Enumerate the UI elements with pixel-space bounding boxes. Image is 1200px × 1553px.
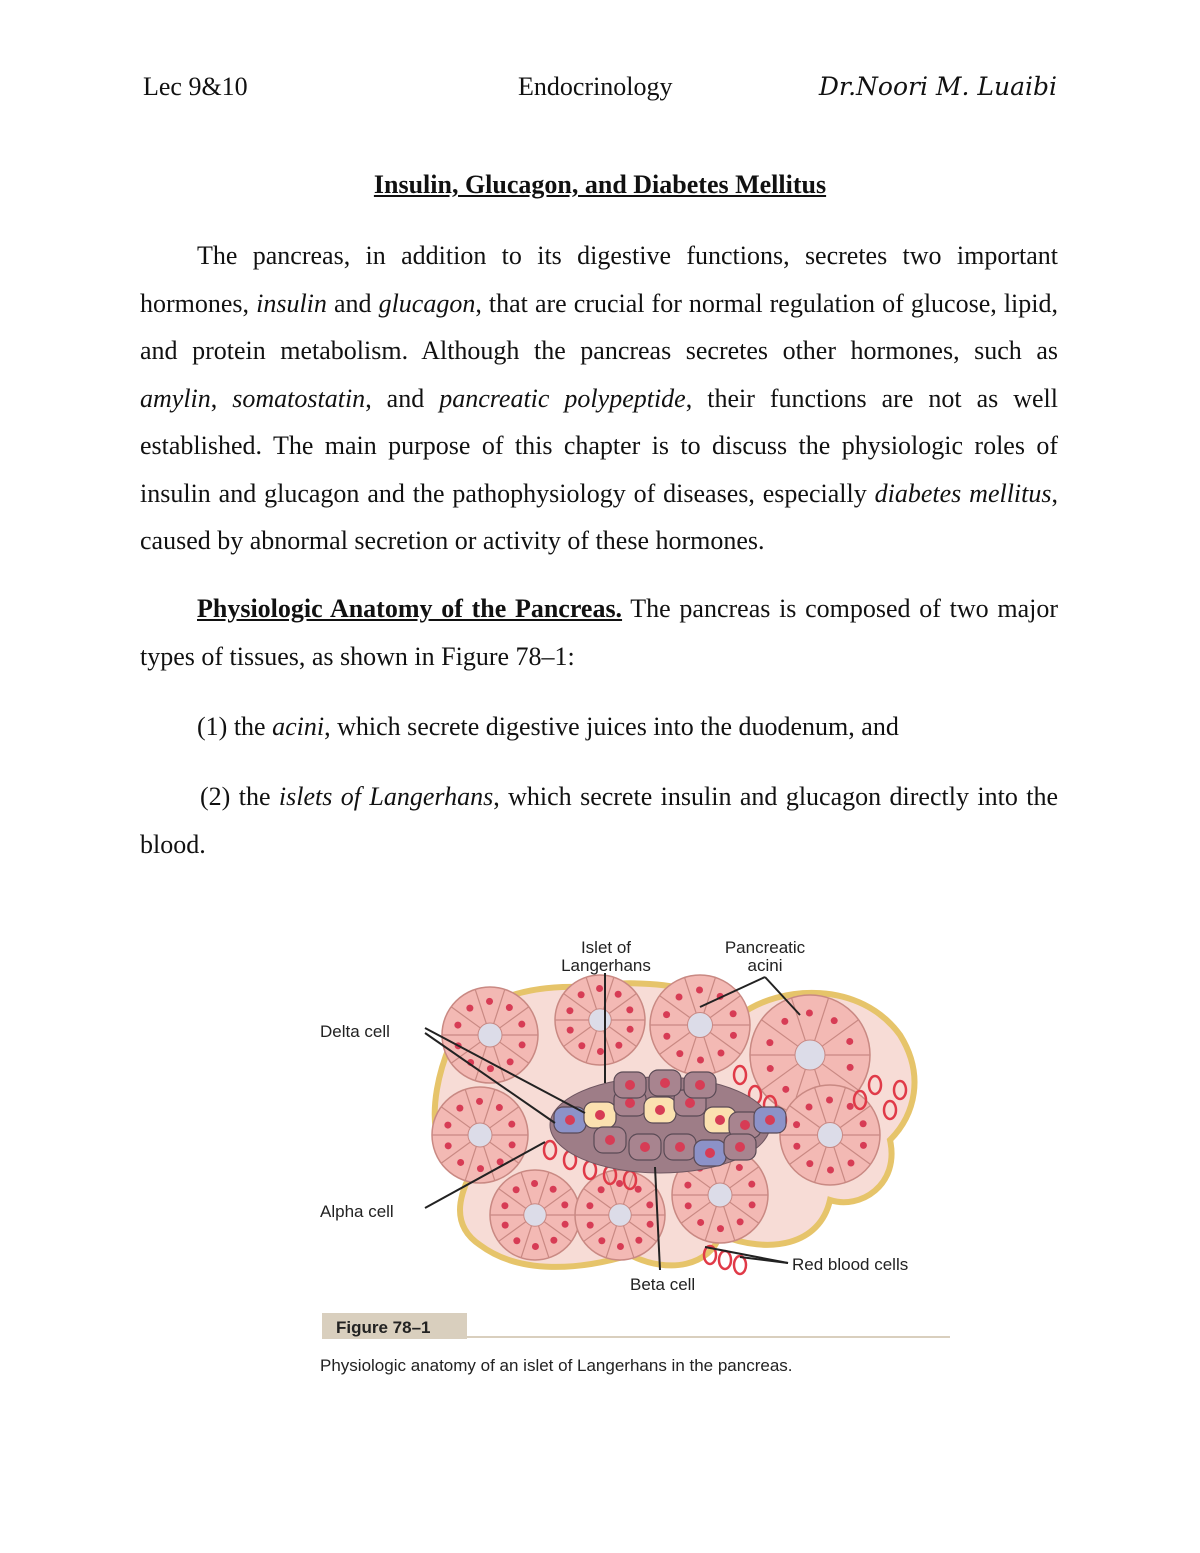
nucleus bbox=[566, 1007, 573, 1014]
term-somatostatin: somatostatin bbox=[232, 383, 366, 413]
nucleus bbox=[626, 1006, 633, 1013]
intro-text: , bbox=[210, 383, 233, 413]
term-diabetes-mellitus: diabetes mellitus bbox=[874, 478, 1052, 508]
nucleus bbox=[831, 1017, 838, 1024]
intro-text: , their functions are not as well established. The main purpose of this chapter is to discuss the physiologic roles of insulin and glucagon and the pathophysiology of diseases, especially bbox=[140, 383, 1058, 508]
nucleus bbox=[806, 1160, 813, 1167]
nucleus bbox=[513, 1237, 520, 1244]
acinus-lumen bbox=[589, 1009, 612, 1032]
figure-number: Figure 78–1 bbox=[336, 1318, 431, 1337]
nucleus bbox=[587, 1222, 594, 1229]
nucleus bbox=[826, 1097, 833, 1104]
anatomy-paragraph bbox=[140, 585, 1058, 680]
nucleus bbox=[767, 1065, 774, 1072]
intro-paragraph bbox=[140, 232, 1058, 565]
label-beta-cell: Beta cell bbox=[630, 1275, 696, 1294]
header-lecture: Lec 9&10 bbox=[143, 72, 248, 101]
item-prefix: (2) the bbox=[200, 782, 279, 811]
nucleus bbox=[737, 1218, 744, 1225]
nucleus bbox=[647, 1221, 654, 1228]
term-amylin: amylin bbox=[140, 383, 211, 413]
term-islets: islets of Langerhans bbox=[278, 782, 494, 811]
acinus bbox=[432, 1087, 528, 1183]
nucleus bbox=[454, 1022, 461, 1029]
cell-nucleus bbox=[705, 1148, 715, 1158]
cell-nucleus bbox=[695, 1080, 705, 1090]
nucleus bbox=[508, 1121, 515, 1128]
nucleus bbox=[598, 1237, 605, 1244]
nucleus bbox=[561, 1201, 568, 1208]
nucleus bbox=[567, 1027, 574, 1034]
nucleus bbox=[684, 1182, 691, 1189]
cell-nucleus bbox=[675, 1142, 685, 1152]
nucleus bbox=[717, 1225, 724, 1232]
intro-text: , and bbox=[365, 383, 440, 413]
nucleus bbox=[793, 1143, 800, 1150]
nucleus bbox=[578, 991, 585, 998]
label-alpha-cell: Alpha cell bbox=[320, 1202, 394, 1221]
cell-nucleus bbox=[660, 1078, 670, 1088]
list-item-acini bbox=[197, 703, 1057, 751]
red-blood-cell bbox=[734, 1256, 746, 1274]
label-acini-line1: Pancreatic bbox=[724, 938, 806, 957]
term-insulin: insulin bbox=[256, 288, 327, 318]
nucleus bbox=[519, 1041, 526, 1048]
nucleus bbox=[685, 1202, 692, 1209]
cell-nucleus bbox=[765, 1115, 775, 1125]
nucleus bbox=[616, 1180, 623, 1187]
cell-nucleus bbox=[625, 1080, 635, 1090]
acinus bbox=[490, 1170, 580, 1260]
acinus-lumen bbox=[818, 1123, 843, 1148]
acinus bbox=[575, 1170, 665, 1260]
nucleus bbox=[445, 1142, 452, 1149]
intro-text: and bbox=[326, 288, 379, 318]
nucleus bbox=[635, 1237, 642, 1244]
nucleus bbox=[806, 1010, 813, 1017]
nucleus bbox=[550, 1186, 557, 1193]
nucleus bbox=[697, 1056, 704, 1063]
header-subject: Endocrinology bbox=[518, 72, 673, 101]
list-item-islets bbox=[140, 773, 1058, 868]
item-text: , which secrete digestive juices into the duodenum, and bbox=[324, 712, 899, 741]
cell-nucleus bbox=[605, 1135, 615, 1145]
nucleus bbox=[532, 1243, 539, 1250]
nucleus bbox=[676, 993, 683, 1000]
nucleus bbox=[518, 1021, 525, 1028]
nucleus bbox=[847, 1064, 854, 1071]
nucleus bbox=[847, 1160, 854, 1167]
label-islet-line1: Islet of bbox=[580, 938, 632, 957]
nucleus bbox=[827, 1166, 834, 1173]
nucleus bbox=[466, 1005, 473, 1012]
nucleus bbox=[749, 1201, 756, 1208]
red-blood-cell bbox=[719, 1251, 731, 1269]
nucleus bbox=[646, 1201, 653, 1208]
label-delta-cell: Delta cell bbox=[320, 1022, 390, 1041]
cell-nucleus bbox=[640, 1142, 650, 1152]
label-islet-line2: Langerhans bbox=[561, 956, 651, 975]
acinus-lumen bbox=[795, 1040, 825, 1070]
acinus-lumen bbox=[708, 1183, 732, 1207]
nucleus bbox=[676, 1050, 683, 1057]
nucleus bbox=[507, 1058, 514, 1065]
anatomy-text: The pancreas is composed of two major types of tissues, as shown in Figure 78–1: bbox=[140, 594, 1058, 671]
nucleus bbox=[477, 1165, 484, 1172]
nucleus bbox=[697, 1219, 704, 1226]
nucleus bbox=[444, 1122, 451, 1129]
nucleus bbox=[506, 1004, 513, 1011]
nucleus bbox=[487, 1065, 494, 1072]
acinus bbox=[555, 975, 645, 1065]
item-text: , which secrete insulin and glucagon directly into the blood. bbox=[140, 782, 1058, 859]
nucleus bbox=[486, 998, 493, 1005]
nucleus bbox=[598, 1186, 605, 1193]
nucleus bbox=[509, 1141, 516, 1148]
nucleus bbox=[586, 1202, 593, 1209]
nucleus bbox=[793, 1121, 800, 1128]
nucleus bbox=[663, 1011, 670, 1018]
nucleus bbox=[846, 1038, 853, 1045]
nucleus bbox=[502, 1222, 509, 1229]
label-red-blood-cells: Red blood cells bbox=[792, 1255, 909, 1274]
nucleus bbox=[730, 1010, 737, 1017]
cell-nucleus bbox=[715, 1115, 725, 1125]
intro-text: , that are crucial for normal regulation of glucose, lipid, and protein metabolism. Although the pancreas secretes other hormones, such as bbox=[140, 288, 1058, 365]
cell-nucleus bbox=[625, 1098, 635, 1108]
term-acini: acini bbox=[272, 712, 325, 741]
cell-nucleus bbox=[565, 1115, 575, 1125]
nucleus bbox=[531, 1180, 538, 1187]
nucleus bbox=[617, 1243, 624, 1250]
header-author: Dr.Noori M. Luaibi bbox=[818, 72, 1057, 101]
nucleus bbox=[736, 1164, 743, 1171]
cell-nucleus bbox=[735, 1142, 745, 1152]
nucleus bbox=[766, 1039, 773, 1046]
section-heading: Physiologic Anatomy of the Pancreas. bbox=[197, 594, 623, 623]
nucleus bbox=[456, 1105, 463, 1112]
nucleus bbox=[457, 1159, 464, 1166]
nucleus bbox=[550, 1237, 557, 1244]
pancreas-islet-figure bbox=[300, 925, 960, 1385]
acinus bbox=[442, 987, 538, 1083]
nucleus bbox=[748, 1181, 755, 1188]
intro-text: The pancreas, in addition to its digestive functions, secretes two important hormones, bbox=[140, 241, 1058, 318]
nucleus bbox=[806, 1103, 813, 1110]
nucleus bbox=[615, 1042, 622, 1049]
nucleus bbox=[781, 1018, 788, 1025]
nucleus bbox=[847, 1103, 854, 1110]
label-acini-line2: acini bbox=[747, 956, 783, 975]
acinus-lumen bbox=[609, 1204, 632, 1227]
nucleus bbox=[501, 1202, 508, 1209]
nucleus bbox=[496, 1104, 503, 1111]
nucleus bbox=[597, 1048, 604, 1055]
nucleus bbox=[635, 1186, 642, 1193]
nucleus bbox=[627, 1026, 634, 1033]
cell-nucleus bbox=[740, 1120, 750, 1130]
term-pancreatic-polypeptide: pancreatic polypeptide bbox=[439, 383, 686, 413]
intro-text: , caused by abnormal secretion or activity of these hormones. bbox=[140, 478, 1058, 555]
term-glucagon: glucagon bbox=[378, 288, 476, 318]
acinus-lumen bbox=[468, 1123, 492, 1147]
nucleus bbox=[578, 1042, 585, 1049]
nucleus bbox=[696, 987, 703, 994]
page-title: Insulin, Glucagon, and Diabetes Mellitus bbox=[373, 170, 827, 199]
nucleus bbox=[663, 1033, 670, 1040]
figure-caption: Physiologic anatomy of an islet of Langerhans in the pancreas. bbox=[320, 1356, 793, 1375]
nucleus bbox=[860, 1142, 867, 1149]
acinus-lumen bbox=[478, 1023, 502, 1047]
nucleus bbox=[513, 1186, 520, 1193]
nucleus bbox=[860, 1120, 867, 1127]
cell-nucleus bbox=[655, 1105, 665, 1115]
cell-nucleus bbox=[595, 1110, 605, 1120]
nucleus bbox=[596, 985, 603, 992]
nucleus bbox=[730, 1032, 737, 1039]
acinus-lumen bbox=[524, 1204, 547, 1227]
cell-nucleus bbox=[685, 1098, 695, 1108]
nucleus bbox=[782, 1086, 789, 1093]
nucleus bbox=[562, 1221, 569, 1228]
acinus-lumen bbox=[688, 1013, 713, 1038]
nucleus bbox=[476, 1098, 483, 1105]
item-prefix: (1) the bbox=[197, 712, 273, 741]
nucleus bbox=[717, 1050, 724, 1057]
nucleus bbox=[615, 991, 622, 998]
